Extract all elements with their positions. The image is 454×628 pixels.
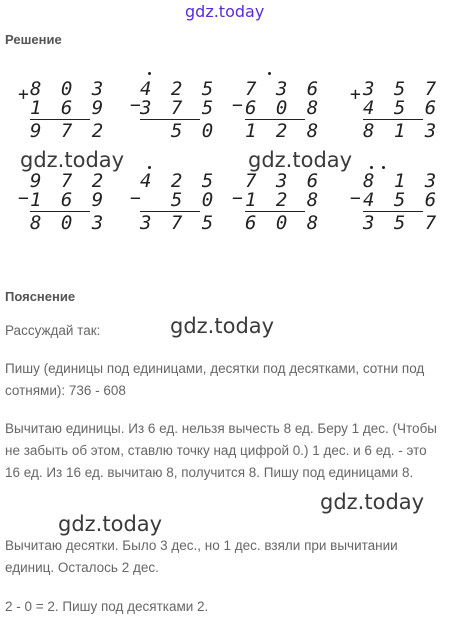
column-check-3 [245, 172, 322, 233]
watermark-top: gdz.today [185, 2, 265, 21]
column-sign: − [18, 188, 29, 209]
column-top: 9 7 2 [30, 170, 108, 192]
column-mid: 3 7 5 [140, 97, 218, 119]
column-check-2 [140, 172, 217, 233]
column-top: 3 5 7 [363, 78, 441, 100]
paragraph-intro: Рассуждай так: [5, 323, 101, 338]
borrow-dot [148, 166, 151, 169]
watermark-mid-left: gdz.today [20, 148, 125, 172]
paragraph-tens: Вычитаю десятки. Было 3 дес., но 1 дес. взяли при вычитании единиц. Осталось 2 дес. [5, 538, 398, 575]
borrow-dot [268, 72, 271, 75]
column-subtraction-2 [245, 80, 322, 141]
column-result: 8 1 3 [363, 120, 441, 142]
column-result: 3 5 7 [363, 212, 441, 234]
paragraph-result: 2 - 0 = 2. Пишу под десятками 2. [5, 599, 209, 614]
paragraph-setup: Пишу (единицы под единицами, десятки под десятками, сотни под сотнями): 736 - 608 [5, 361, 425, 398]
borrow-dot [370, 166, 373, 169]
column-result: 3 7 5 [140, 212, 218, 234]
watermark-mid-right: gdz.today [248, 148, 353, 172]
watermark-bottom-left: gdz.today [58, 512, 163, 536]
column-subtraction-1 [140, 80, 217, 141]
column-mid: 1 6 9 [30, 189, 108, 211]
column-mid: 5 0 [140, 189, 218, 211]
column-mid: 4 5 6 [363, 97, 441, 119]
column-mid: 1 2 8 [245, 189, 323, 211]
solution-heading: Решение [5, 32, 62, 47]
column-check-4 [363, 172, 440, 233]
column-mid: 6 0 8 [245, 97, 323, 119]
column-mid: 4 5 6 [363, 189, 441, 211]
column-sign: − [130, 188, 141, 209]
borrow-dot [148, 72, 151, 75]
column-sign: − [232, 188, 243, 209]
column-result: 1 2 8 [245, 120, 323, 142]
borrow-dot [382, 166, 385, 169]
column-mid: 1 6 9 [30, 97, 108, 119]
column-check-1 [30, 172, 107, 233]
column-result: 5 0 [140, 120, 218, 142]
column-top: 7 3 6 [245, 170, 323, 192]
column-result: 9 7 2 [30, 120, 108, 142]
column-top: 4 2 5 [140, 78, 218, 100]
column-top: 8 1 3 [363, 170, 441, 192]
column-result: 6 0 8 [245, 212, 323, 234]
column-sign: − [130, 95, 141, 116]
column-top: 7 3 6 [245, 78, 323, 100]
paragraph-units: Вычитаю единицы. Из 6 ед. нельзя вычесть 8 ед. Беру 1 дес. (Чтобы не забыть об этом, ставлю точку над цифрой 0.) 1 дес. и 6 ед. - это 16 ед. Из 16 ед. вычитаю 8, получится 8. Пишу под единицами 8. [5, 421, 437, 480]
column-top: 8 0 3 [30, 78, 108, 100]
column-addition-2 [363, 80, 440, 141]
watermark-explanation: gdz.today [170, 314, 275, 338]
column-result: 8 0 3 [30, 212, 108, 234]
column-addition-1 [30, 80, 107, 141]
column-sign: + [18, 84, 29, 105]
column-sign: − [350, 188, 361, 209]
column-sign: + [350, 84, 361, 105]
watermark-bottom-right: gdz.today [320, 490, 425, 514]
column-top: 4 2 5 [140, 170, 218, 192]
column-sign: − [232, 95, 243, 116]
explanation-heading: Пояснение [5, 289, 76, 304]
